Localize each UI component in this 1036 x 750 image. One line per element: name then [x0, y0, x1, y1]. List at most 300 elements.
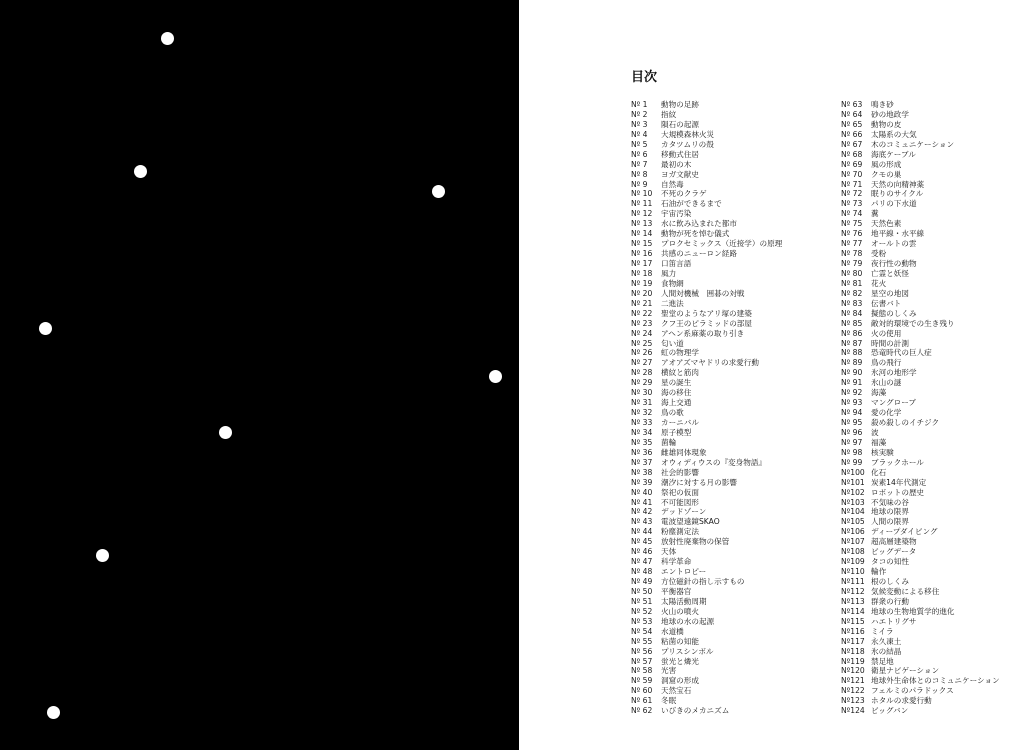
toc-item [631, 666, 831, 676]
toc-item-number: Nº 17 [631, 259, 653, 268]
toc-item-number: Nº 85 [841, 318, 863, 328]
toc-item-title: 宇宙汚染 [661, 209, 692, 219]
toc-item-number: Nº 94 [841, 408, 863, 418]
toc-item-number: Nº 61 [631, 696, 653, 706]
toc-item-number: Nº 71 [841, 179, 863, 189]
toc-item-number: Nº101 [841, 477, 865, 487]
toc-item-title: 不気味の谷 [871, 497, 909, 507]
toc-item-number: Nº 39 [631, 477, 653, 487]
toc-item-title: 天然宝石 [661, 686, 692, 696]
toc-item-title: オウィディウスの『変身物語』 [661, 457, 767, 467]
toc-item [841, 478, 1036, 488]
toc-item [841, 676, 1036, 686]
toc-item-title: デッドゾーン [661, 507, 707, 517]
toc-item-number: Nº 33 [631, 418, 653, 427]
toc-item [841, 408, 1036, 418]
toc-item [631, 567, 831, 577]
toc-item [631, 438, 831, 448]
toc-item-title: 潮汐に対する月の影響 [661, 477, 737, 487]
toc-item-title: 敵対的環境での生き残り [871, 318, 955, 328]
toc-item [631, 676, 831, 686]
toc-item [841, 269, 1036, 279]
toc-item-title: 受粉 [871, 249, 887, 259]
toc-item-number: Nº120 [841, 666, 865, 676]
toc-item-number: Nº 93 [841, 398, 863, 408]
toc-item-number: Nº 63 [841, 100, 863, 109]
toc-item [841, 348, 1036, 358]
toc-item-number: Nº 18 [631, 268, 653, 278]
toc-item-title: 地球外生命体とのコミュニケーション [871, 676, 1000, 686]
toc-item-title: 平衡器官 [661, 586, 692, 596]
toc-item-title: 鳴き砂 [871, 100, 894, 109]
toc-item-number: Nº105 [841, 517, 865, 527]
toc-item-number: Nº 44 [631, 527, 653, 537]
toc-item-number: Nº 2 [631, 109, 648, 119]
star-dot [489, 370, 502, 383]
toc-item-number: Nº 57 [631, 656, 653, 666]
toc-item-title: 最初の木 [661, 159, 692, 169]
toc-item-title: 根のしくみ [871, 577, 909, 586]
toc-item-number: Nº 59 [631, 676, 653, 686]
toc-item [631, 637, 831, 647]
toc-item-number: Nº111 [841, 577, 865, 586]
toc-item-number: Nº 78 [841, 249, 863, 259]
toc-item-number: Nº 8 [631, 169, 648, 179]
toc-item [631, 140, 831, 150]
toc-item-number: Nº110 [841, 567, 865, 577]
toc-item [631, 189, 831, 199]
toc-item [841, 627, 1036, 637]
toc-item-number: Nº 38 [631, 467, 653, 477]
toc-item [631, 130, 831, 140]
toc-item-number: Nº 58 [631, 666, 653, 676]
toc-item [841, 607, 1036, 617]
toc-item-title: マングローブ [871, 398, 917, 408]
toc-item-title: 二進法 [661, 298, 684, 308]
toc-item-number: Nº 89 [841, 358, 863, 368]
toc-item [631, 607, 831, 617]
toc-item-number: Nº 23 [631, 318, 653, 328]
toc-item-title: 衛星ナビゲーション [871, 666, 940, 676]
toc-item-number: Nº 83 [841, 298, 863, 308]
toc-item [841, 110, 1036, 120]
toc-item [631, 229, 831, 239]
toc-item-title: カタツムリの殻 [661, 139, 714, 149]
toc-item-title: 太陽活動周期 [661, 596, 707, 606]
toc-item-title: 食物網 [661, 278, 684, 288]
toc-item-number: Nº118 [841, 646, 865, 656]
toc-item [841, 448, 1036, 458]
toc-item-title: 大規模森林火災 [661, 129, 715, 139]
toc-item-number: Nº117 [841, 636, 865, 646]
toc-item-title: 福藻 [871, 437, 887, 447]
toc-item [631, 428, 831, 438]
toc-item-title: アヘン系麻薬の取り引き [661, 328, 745, 338]
toc-item-title: 海底ケーブル [871, 149, 916, 159]
toc-item-title: 水道橋 [661, 626, 684, 636]
toc-item-title: 砂の地政学 [871, 109, 909, 119]
toc-item-number: Nº 91 [841, 378, 863, 388]
toc-item [841, 170, 1036, 180]
toc-item-number: Nº 42 [631, 507, 653, 517]
toc-item-title: 蛍光と燐光 [661, 656, 699, 666]
toc-item-title: 石油ができるまで [661, 199, 722, 209]
toc-item-title: 指紋 [661, 109, 677, 119]
toc-item-title: 風の形成 [871, 159, 902, 169]
toc-item [841, 537, 1036, 547]
toc-item-number: Nº 13 [631, 219, 653, 229]
toc-item-number: Nº 86 [841, 328, 863, 338]
toc-item-number: Nº 26 [631, 348, 653, 358]
toc-item-number: Nº 50 [631, 586, 653, 596]
toc-item-title: 殺め殺しのイチジク [871, 418, 940, 427]
toc-item-number: Nº 22 [631, 308, 653, 318]
toc-item-number: Nº102 [841, 487, 865, 497]
toc-item-number: Nº 48 [631, 567, 653, 577]
toc-item-title: 輪作 [871, 567, 887, 577]
toc-item [631, 209, 831, 219]
toc-item-number: Nº 3 [631, 119, 648, 129]
toc-item [841, 388, 1036, 398]
toc-item-number: Nº 82 [841, 288, 863, 298]
toc-item-title: 社会的影響 [661, 467, 699, 477]
toc-item-title: 愛の化学 [871, 408, 902, 418]
toc-item [841, 319, 1036, 329]
toc-item-title: 天然の向精神薬 [871, 179, 925, 189]
toc-item-title: 原子模型 [661, 427, 692, 437]
toc-item-title: 鳥の歌 [661, 408, 684, 418]
toc-item [631, 319, 831, 329]
toc-item-number: Nº 28 [631, 368, 653, 378]
toc-column-2 [841, 100, 1036, 716]
toc-item-title: 気候変動による移住 [871, 586, 940, 596]
toc-item-title: 夜行性の動物 [871, 259, 917, 268]
toc-item [841, 140, 1036, 150]
toc-item-title: 禁足地 [871, 656, 894, 666]
star-dot [219, 426, 232, 439]
toc-item-number: Nº 53 [631, 616, 653, 626]
toc-item-title: オールトの雲 [871, 239, 917, 249]
toc-item-number: Nº 32 [631, 408, 653, 418]
toc-item-title: ブラックホール [871, 457, 924, 467]
toc-item-number: Nº109 [841, 557, 865, 567]
toc-item [841, 100, 1036, 110]
toc-item [631, 110, 831, 120]
toc-item-title: クモの巣 [871, 169, 902, 179]
toc-item [631, 368, 831, 378]
star-dot [161, 32, 174, 45]
toc-item-title: 恐竜時代の巨人症 [871, 348, 932, 358]
toc-item-title: 不死のクラゲ [661, 189, 707, 199]
toc-item-number: Nº114 [841, 606, 865, 616]
toc-item-title: 電波望遠鏡SKAO [661, 517, 720, 527]
star-dot [432, 185, 445, 198]
toc-item [841, 209, 1036, 219]
toc-item-number: Nº 34 [631, 427, 653, 437]
toc-item-title: 星の誕生 [661, 378, 692, 388]
toc-item [841, 587, 1036, 597]
toc-item [841, 418, 1036, 428]
toc-item [841, 557, 1036, 567]
toc-item-number: Nº 4 [631, 129, 648, 139]
toc-item [841, 488, 1036, 498]
toc-item [841, 498, 1036, 508]
toc-item-number: Nº123 [841, 696, 865, 706]
toc-item-title: 海藻 [871, 388, 887, 398]
toc-item-title: 太陽系の大気 [871, 129, 917, 139]
toc-item [841, 468, 1036, 478]
toc-item-title: ホタルの求愛行動 [871, 696, 932, 706]
toc-item-number: Nº 51 [631, 596, 653, 606]
toc-item-title: 雌雄同体現象 [661, 447, 707, 457]
toc-item-title: 水に飲み込まれた都市 [661, 219, 737, 229]
toc-item-number: Nº 45 [631, 537, 653, 547]
toc-item-title: プリスシンボル [661, 646, 714, 656]
toc-item [631, 527, 831, 537]
toc-item-number: Nº 79 [841, 259, 863, 268]
toc-item-title: 人間対機械 囲碁の対戦 [661, 288, 745, 298]
toc-item [841, 458, 1036, 468]
toc-item-title: 方位磁針の指し示すもの [661, 577, 745, 586]
toc-item-title: 氷河の地形学 [871, 368, 917, 378]
toc-item-title: 動物の足跡 [661, 100, 699, 109]
toc-item-number: Nº 29 [631, 378, 653, 388]
toc-item-number: Nº 69 [841, 159, 863, 169]
toc-item-title: 星空の地図 [871, 288, 909, 298]
toc-item-number: Nº 80 [841, 268, 863, 278]
toc-item-number: Nº 41 [631, 497, 653, 507]
toc-item [841, 339, 1036, 349]
toc-item [841, 150, 1036, 160]
toc-item-number: Nº 74 [841, 209, 863, 219]
toc-item-number: Nº116 [841, 626, 865, 636]
toc-item [631, 577, 831, 587]
toc-item-number: Nº112 [841, 586, 865, 596]
toc-item-number: Nº 40 [631, 487, 653, 497]
toc-item-number: Nº 5 [631, 139, 648, 149]
toc-item [631, 358, 831, 368]
toc-item-title: ミイラ [871, 626, 894, 636]
toc-item-title: 共感のニューロン経路 [661, 249, 737, 259]
toc-item-number: Nº 66 [841, 129, 863, 139]
toc-item [841, 229, 1036, 239]
toc-item [841, 199, 1036, 209]
star-dot [47, 706, 60, 719]
toc-column-1 [631, 100, 831, 716]
toc-item-title: タコの知性 [871, 557, 909, 567]
toc-item-number: Nº 67 [841, 139, 863, 149]
toc-item [631, 299, 831, 309]
toc-item [631, 239, 831, 249]
toc-item [631, 398, 831, 408]
toc-item [841, 329, 1036, 339]
toc-item-number: Nº106 [841, 527, 865, 537]
toc-item-title: 地球の生物地質学的進化 [871, 606, 955, 616]
toc-item-title: 風力 [661, 268, 677, 278]
toc-item [631, 120, 831, 130]
toc-item-title: ロボットの歴史 [871, 487, 925, 497]
toc-item [631, 378, 831, 388]
toc-item-number: Nº 9 [631, 179, 648, 189]
toc-item-number: Nº 76 [841, 229, 863, 239]
toc-item [631, 478, 831, 488]
toc-item-title: 化石 [871, 467, 887, 477]
toc-item-number: Nº 15 [631, 239, 653, 249]
toc-item-title: 科学革命 [661, 557, 692, 567]
toc-item [631, 150, 831, 160]
toc-item-number: Nº115 [841, 616, 865, 626]
toc-item-title: 隕石の起源 [661, 119, 699, 129]
toc-item-number: Nº 10 [631, 189, 653, 199]
toc-item [841, 567, 1036, 577]
toc-item-title: 波 [871, 427, 879, 437]
toc-item [841, 219, 1036, 229]
toc-item-title: 地球の限界 [871, 507, 909, 517]
toc-item [841, 239, 1036, 249]
toc-item-title: 地平線・水平線 [871, 229, 925, 239]
toc-item [841, 706, 1036, 716]
toc-item-number: Nº 1 [631, 100, 648, 109]
toc-item [631, 537, 831, 547]
toc-item-title: 動物が死を悼む儀式 [661, 229, 730, 239]
toc-item-number: Nº107 [841, 537, 865, 547]
toc-item [841, 666, 1036, 676]
toc-item-title: エントロピー [661, 567, 707, 577]
toc-item-number: Nº103 [841, 497, 865, 507]
toc-item [631, 309, 831, 319]
toc-item-number: Nº 7 [631, 159, 648, 169]
toc-item-title: プロクセミックス（近接学）の原理 [661, 239, 783, 249]
toc-item [841, 637, 1036, 647]
toc-item [631, 647, 831, 657]
toc-item-title: ビッグデータ [871, 547, 917, 557]
toc-item-title: パリの下水道 [871, 199, 917, 209]
toc-item [841, 398, 1036, 408]
toc-item [631, 180, 831, 190]
toc-item-number: Nº 35 [631, 437, 653, 447]
toc-item-number: Nº 47 [631, 557, 653, 567]
toc-item-title: 口笛言語 [661, 259, 692, 268]
toc-item [631, 547, 831, 557]
toc-item [631, 279, 831, 289]
toc-item-number: Nº 84 [841, 308, 863, 318]
toc-item-title: フェルミのパラドックス [871, 686, 954, 696]
toc-item-title: 糞 [871, 209, 879, 219]
toc-item [841, 358, 1036, 368]
star-dot [134, 165, 147, 178]
toc-item-number: Nº 25 [631, 338, 653, 348]
toc-item-title: 炭素14年代測定 [871, 477, 927, 487]
toc-item-number: Nº 37 [631, 457, 653, 467]
toc-item-title: ディープダイビング [871, 527, 938, 537]
toc-item-number: Nº 99 [841, 457, 863, 467]
toc-item [631, 488, 831, 498]
toc-item [841, 160, 1036, 170]
toc-item-number: Nº119 [841, 656, 865, 666]
toc-item [631, 170, 831, 180]
toc-item [631, 160, 831, 170]
toc-item-number: Nº 96 [841, 427, 863, 437]
toc-item-number: Nº 54 [631, 626, 653, 636]
toc-item [631, 199, 831, 209]
toc-item-title: 自然毒 [661, 179, 684, 189]
toc-item-title: 眠りのサイクル [871, 189, 924, 199]
toc-item-number: Nº 68 [841, 149, 863, 159]
toc-item-title: 菌輪 [661, 437, 677, 447]
toc-item-title: いびきのメカニズム [661, 706, 730, 716]
toc-item-number: Nº104 [841, 507, 865, 517]
toc-item-number: Nº 72 [841, 189, 863, 199]
toc-item [841, 696, 1036, 706]
toc-item-title: 伝書バト [871, 298, 902, 308]
toc-item [631, 597, 831, 607]
toc-item-title: 虹の物理学 [661, 348, 699, 358]
toc-item-title: カーニバル [661, 418, 699, 427]
toc-item-title: 洞窟の形成 [661, 676, 699, 686]
toc-item-title: 粘菌の知能 [661, 636, 699, 646]
toc-item [841, 597, 1036, 607]
toc-item-number: Nº121 [841, 676, 865, 686]
toc-item-title: アオアズマヤドリの求愛行動 [661, 358, 759, 368]
toc-item [631, 686, 831, 696]
toc-item [841, 657, 1036, 667]
star-dot [96, 549, 109, 562]
toc-item [631, 458, 831, 468]
toc-item-title: 動物の皮 [871, 119, 902, 129]
toc-item-title: 海の移住 [661, 388, 692, 398]
toc-item-title: 祭祀の仮面 [661, 487, 699, 497]
toc-item [631, 259, 831, 269]
toc-item [631, 498, 831, 508]
toc-item [841, 527, 1036, 537]
toc-item [841, 378, 1036, 388]
toc-item [841, 647, 1036, 657]
toc-item-number: Nº 92 [841, 388, 863, 398]
toc-item-number: Nº108 [841, 547, 865, 557]
toc-item [841, 189, 1036, 199]
toc-item-number: Nº 64 [841, 109, 863, 119]
toc-item [841, 279, 1036, 289]
toc-item-number: Nº 52 [631, 606, 653, 616]
toc-item-title: 放射性廃棄物の保管 [661, 537, 730, 547]
toc-item-title: 地球の水の起源 [661, 616, 715, 626]
toc-item-number: Nº 81 [841, 278, 863, 288]
toc-item-number: Nº 65 [841, 119, 863, 129]
toc-item-title: 永久凍土 [871, 636, 902, 646]
toc-item-number: Nº 43 [631, 517, 653, 527]
toc-item [841, 249, 1036, 259]
toc-item-title: 亡霊と妖怪 [871, 268, 909, 278]
toc-item [631, 289, 831, 299]
toc-item [631, 100, 831, 110]
toc-item-title: 天体 [661, 547, 677, 557]
toc-item-title: 粉塵測定法 [661, 527, 699, 537]
toc-item [631, 408, 831, 418]
toc-item-title: 時間の計測 [871, 338, 909, 348]
toc-item-title: 横紋と筋肉 [661, 368, 699, 378]
toc-item-title: 鳥の飛行 [871, 358, 902, 368]
toc-item-number: Nº 98 [841, 447, 863, 457]
toc-item [841, 686, 1036, 696]
toc-item [841, 428, 1036, 438]
toc-item [631, 696, 831, 706]
toc-item-title: 氷の結晶 [871, 646, 902, 656]
toc-title: 目次 [631, 70, 658, 85]
toc-item-title: 聖堂のようなアリ塚の建築 [661, 308, 752, 318]
toc-item-number: Nº 27 [631, 358, 653, 368]
toc-item [841, 617, 1036, 627]
toc-item-title: 花火 [871, 278, 887, 288]
